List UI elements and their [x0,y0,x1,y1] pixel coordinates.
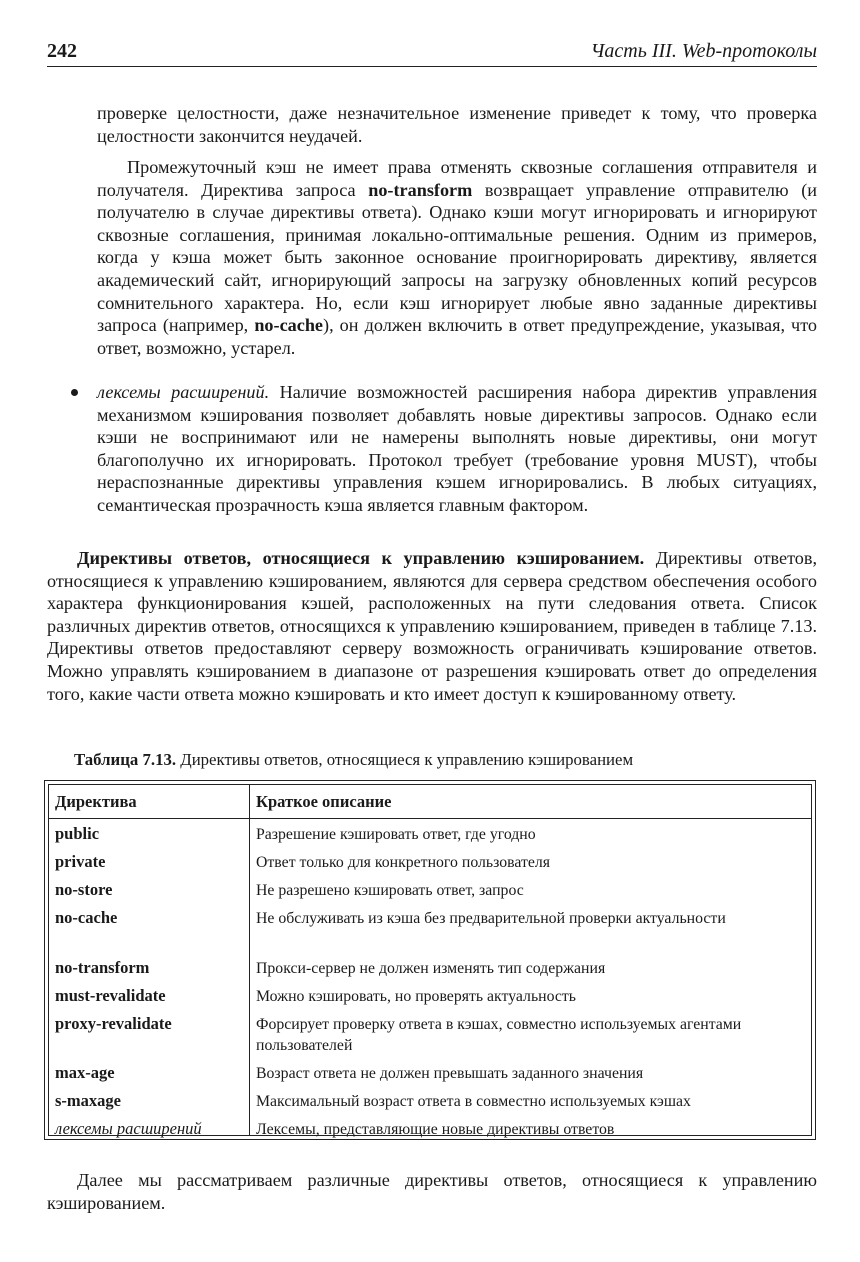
directive-description: Лексемы, представляющие новые директивы ответов [256,1121,615,1138]
paragraph-response-directives [47,547,817,705]
directive-name: private [55,852,106,871]
paragraph-intermediate-cache [97,156,817,359]
directive-name: s-maxage [55,1091,121,1110]
directive-name: лексемы расширений [55,1119,202,1138]
table-inner-frame [48,784,812,1136]
directive-description: Можно кэшировать, но проверять актуальность [256,988,577,1005]
paragraph-continuation [97,102,817,147]
page-number: 242 [47,40,77,62]
directive-description: Прокси-сервер не должен изменять тип содержания [256,960,606,977]
bullet-term: лексемы расширений. [97,382,270,402]
directive-description: Возраст ответа не должен превышать заданного значения [256,1065,644,1082]
column-divider [249,785,250,1135]
directive-name: no-cache [55,908,118,927]
column-header-description: Краткое описание [256,792,392,811]
paragraph-text: Промежуточный кэш не имеет права отменять сквозные соглашения отправителя и получателя. Директива запроса [97,157,817,200]
directives-table [44,780,816,1140]
paragraph-closing [47,1169,817,1214]
directive-description: Разрешение кэшировать ответ, где угодно [256,826,536,843]
term-no-cache: no-cache [254,315,324,336]
table-caption-label: Таблица 7.13. [74,750,177,769]
bullet-extension-tokens [97,381,817,517]
directive-description: Ответ только для конкретного пользователя [256,854,551,871]
paragraph-text: Директивы ответов, относящиеся к управлению кэшированием, являются для сервера средством обеспечения особого характера функционирования кэшей, расположенных на пути следования ответа. Список различных директив ответов, относящихся к управлению кэшированием, приведен в таблице 7.13. Директивы ответов предоставляют серверу возможность ограничивать кэширование ответов. Можно управлять кэшированием в диапазоне от разрешения кэшировать ответ до определения того, какие части ответа можно кэшировать и кто имеет доступ к кэшированному ответу. [47,548,818,704]
paragraph-text: проверке целостности, даже незначительное изменение приведет к тому, что проверка целостности закончится неудачей. [97,103,817,146]
directive-description: Не разрешено кэшировать ответ, запрос [256,882,524,899]
running-header [47,38,817,67]
directive-name: no-transform [55,958,150,977]
bullet-text: Наличие возможностей расширения набора директив управления механизмом кэширования позволяет добавлять новые директивы запросов. Однако если кэши не воспринимают или не намерены выполнять новые директивы, они могут благополучно их игнорировать. Протокол требует (требование уровня MUST), чтобы нераспознанные директивы управления кэшем игнорировались. В любых ситуациях, семантическая прозрачность кэша является главным фактором. [97,382,817,515]
directive-description: Максимальный возраст ответа в совместно используемых кэшах [256,1093,691,1110]
term-no-transform: no-transform [368,179,473,200]
directive-description: Не обслуживать из кэша без предварительной проверки актуальности [256,910,726,927]
directive-name: public [55,824,100,843]
subsection-heading: Директивы ответов, относящиеся к управлению кэшированием. [77,548,645,568]
paragraph-text: ), он должен включить в ответ предупреждение, указывая, что ответ, возможно, устарел. [97,315,818,358]
column-header-directive: Директива [55,792,137,811]
directive-name: max-age [55,1063,115,1082]
bullet-icon [71,389,78,396]
directive-name: proxy-revalidate [55,1014,172,1033]
directive-description: Форсирует проверку ответа в кэшах, совместно используемых агентами пользователей [256,1016,742,1054]
directive-name: no-store [55,880,113,899]
paragraph-text: Далее мы рассматриваем различные директивы ответов, относящиеся к управлению кэшированием. [47,1170,817,1213]
header-rule [49,818,811,819]
paragraph-text: возвращает управление отправителю (и получателю в случае директивы ответа). Однако кэши могут игнорировать и игнорируют сквозные соглашения, принимая локально-оптимальные решения. Одним из примеров, когда у кэша может быть законное основание проигнорировать директиву, является академический сайт, игнорирующий запросы на загрузку обновленных копий ресурсов сомнительного характера. Но, если кэш игнорирует любые явно заданные директивы запроса (например, [97,179,817,336]
section-title: Часть III. Web-протоколы [590,40,817,62]
directive-name: must-revalidate [55,986,166,1005]
table-caption [74,750,633,770]
table-caption-text: Директивы ответов, относящиеся к управлению кэшированием [176,750,634,769]
